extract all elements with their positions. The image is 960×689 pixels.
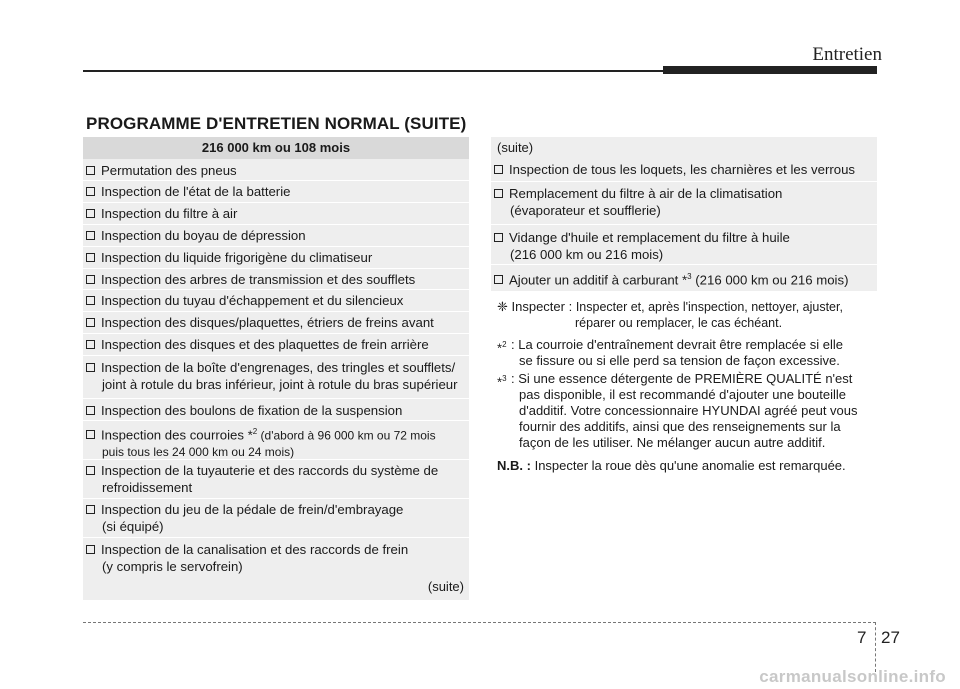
checklist-item: Inspection des disques/plaquettes, étriers de freins avant bbox=[86, 314, 434, 331]
row-separator bbox=[491, 181, 877, 182]
footnote-3-text: : Si une essence détergente de PREMIÈRE QUALITÉ n'est bbox=[511, 371, 853, 386]
footnote-3-text: façon de les utiliser. Ne mélanger aucun autre additif. bbox=[519, 435, 826, 450]
left-panel-heading: 216 000 km ou 108 mois bbox=[83, 137, 469, 159]
checklist-item: Inspection des boulons de fixation de la suspension bbox=[86, 402, 402, 419]
chapter-number: 7 bbox=[857, 628, 867, 647]
checkbox-icon bbox=[494, 189, 503, 198]
checklist-item: Inspection de tous les loquets, les charnières et les verrous bbox=[494, 161, 855, 178]
checklist-item: Inspection des courroies *$^2$ (d'abord à 96 000 km ou 72 mois puis tous les 24 000 km ou 24 mois) bbox=[86, 423, 436, 461]
checklist-item: Inspection du filtre à air bbox=[86, 205, 237, 222]
footnote-2-text: : La courroie d'entraînement devrait être remplacée si elle bbox=[511, 337, 843, 352]
checkbox-icon bbox=[86, 505, 95, 514]
footnote-2-text: se fissure ou si elle perd sa tension de façon excessive. bbox=[519, 353, 840, 368]
checkbox-icon bbox=[86, 545, 95, 554]
watermark: carmanualsonline.info bbox=[759, 667, 946, 686]
checkbox-icon bbox=[86, 318, 95, 327]
checkbox-icon bbox=[86, 296, 95, 305]
footer-divider bbox=[875, 622, 876, 672]
checkbox-icon bbox=[86, 340, 95, 349]
row-separator bbox=[83, 289, 469, 290]
row-separator bbox=[83, 202, 469, 203]
row-separator bbox=[83, 268, 469, 269]
header-rule bbox=[83, 70, 663, 72]
checklist-item: Inspection de la canalisation et des raccords de frein (y compris le servofrein) bbox=[86, 541, 408, 575]
row-separator bbox=[83, 420, 469, 421]
continued-label: (suite) bbox=[497, 140, 534, 155]
row-separator bbox=[83, 498, 469, 499]
checkbox-icon bbox=[86, 406, 95, 415]
row-separator bbox=[83, 311, 469, 312]
checkbox-icon bbox=[86, 209, 95, 218]
checkbox-icon bbox=[494, 275, 503, 284]
checklist-item: Inspection de la tuyauterie et des raccords du système de refroidissement bbox=[86, 462, 438, 496]
checkbox-icon bbox=[86, 187, 95, 196]
checklist-item: Inspection de l'état de la batterie bbox=[86, 183, 290, 200]
checkbox-icon bbox=[86, 253, 95, 262]
header-rule-thick bbox=[663, 66, 877, 74]
note-inspect: ❈ Inspecter : Inspecter et, après l'inspection, nettoyer, ajuster, bbox=[497, 299, 843, 314]
checkbox-icon bbox=[86, 231, 95, 240]
checkbox-icon bbox=[86, 166, 95, 175]
footnote-2-mark: *$^2$ bbox=[497, 340, 507, 356]
checklist-item: Permutation des pneus bbox=[86, 162, 237, 179]
checklist-item: Inspection du boyau de dépression bbox=[86, 227, 306, 244]
section-title: PROGRAMME D'ENTRETIEN NORMAL (SUITE) bbox=[86, 114, 467, 133]
row-separator bbox=[491, 264, 877, 265]
checkbox-icon bbox=[86, 466, 95, 475]
checklist-item: Inspection du liquide frigorigène du climatiseur bbox=[86, 249, 372, 266]
checklist-item: Inspection des disques et des plaquettes de frein arrière bbox=[86, 336, 429, 353]
continued-label: (suite) bbox=[427, 579, 464, 594]
footer-rule bbox=[83, 622, 876, 623]
row-separator bbox=[83, 224, 469, 225]
checklist-item: Vidange d'huile et remplacement du filtre à huile (216 000 km ou 216 mois) bbox=[494, 229, 790, 263]
footnote-3-text: pas disponible, il est recommandé d'ajouter une bouteille bbox=[519, 387, 846, 402]
checkbox-icon bbox=[494, 165, 503, 174]
row-separator bbox=[83, 398, 469, 399]
checkbox-icon bbox=[86, 275, 95, 284]
checklist-item: Remplacement du filtre à air de la climatisation (évaporateur et soufflerie) bbox=[494, 185, 782, 219]
row-separator bbox=[83, 537, 469, 538]
nb-note: N.B. : Inspecter la roue dès qu'une anomalie est remarquée. bbox=[497, 458, 846, 473]
checklist-item: Inspection des arbres de transmission et des soufflets bbox=[86, 271, 415, 288]
row-separator bbox=[83, 355, 469, 356]
checkbox-icon bbox=[86, 363, 95, 372]
row-separator bbox=[83, 246, 469, 247]
footnote-3-mark: *$^3$ bbox=[497, 374, 507, 390]
checkbox-icon bbox=[494, 233, 503, 242]
row-separator bbox=[83, 180, 469, 181]
checkbox-icon bbox=[86, 430, 95, 439]
checklist-item: Inspection du jeu de la pédale de frein/d'embrayage (si équipé) bbox=[86, 501, 403, 535]
footnote-3-text: d'additif. Votre concessionnaire HYUNDAI agréé peut vous bbox=[519, 403, 858, 418]
page-number: 27 bbox=[881, 628, 900, 647]
checklist-item: Inspection de la boîte d'engrenages, des tringles et soufflets/ joint à rotule du bras inférieur, joint à rotule du bras supérieur bbox=[86, 359, 458, 393]
checklist-item: Inspection du tuyau d'échappement et du silencieux bbox=[86, 292, 403, 309]
header-title: Entretien bbox=[812, 44, 882, 65]
note-inspect-cont: réparer ou remplacer, le cas échéant. bbox=[575, 316, 783, 330]
row-separator bbox=[83, 333, 469, 334]
row-separator bbox=[491, 224, 877, 225]
footnote-3-text: fournir des additifs, ainsi que des renseignements sur la bbox=[519, 419, 841, 434]
checklist-item: Ajouter un additif à carburant *$^3$ (216 000 km ou 216 mois) bbox=[494, 268, 848, 288]
